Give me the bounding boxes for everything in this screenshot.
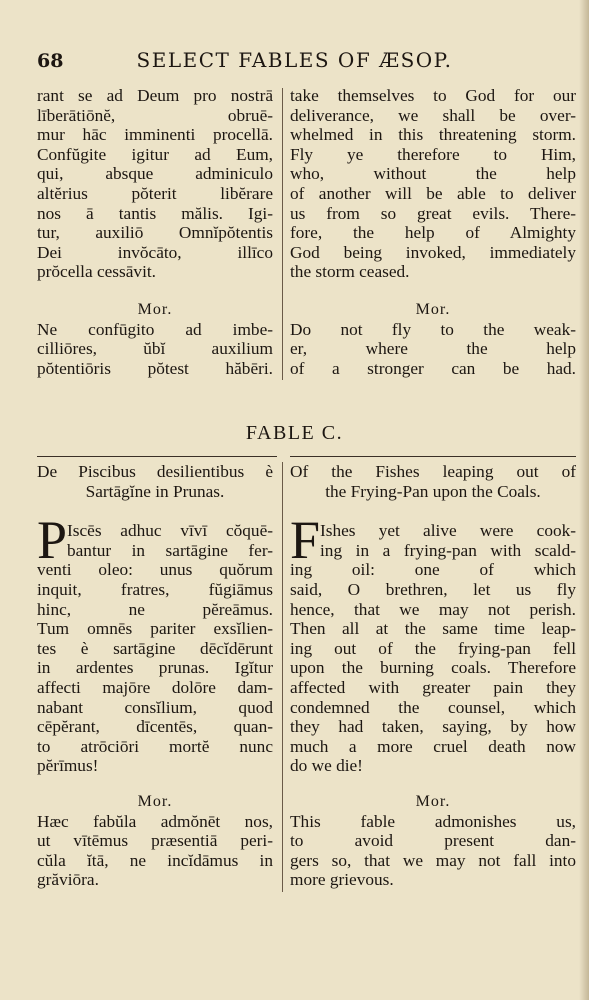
latin-line: Tum omnēs pariter exsĭlien- <box>37 619 273 639</box>
latin-drop-cap: P <box>37 510 68 570</box>
latin-line: to atrōciōri mortĕ nunc <box>37 736 273 756</box>
latin-line: prŏcella cessāvit. <box>37 262 156 282</box>
page-number: 68 <box>37 50 64 72</box>
english-line: the storm ceased. <box>290 262 410 282</box>
english-column-fable <box>290 462 576 890</box>
latin-line: tur, auxiliō Omnĭpŏtentis <box>37 223 273 243</box>
english-line: deliverance, we shall be over- <box>290 105 576 125</box>
fable-title: FABLE C. <box>245 422 344 444</box>
latin-line: līberātiōnĕ, obruē- <box>37 105 273 125</box>
latin-line: Dei invŏcāto, illīco <box>37 242 273 262</box>
latin-line: affecti majōre dolōre dam- <box>37 677 273 697</box>
moral-line: to avoid present dan- <box>290 831 576 851</box>
moral-line: pŏtentiōris pŏtest hăbēri. <box>37 358 273 378</box>
latin-line: nos ā tantis mălis. Igi- <box>37 203 273 223</box>
latin-line: tes è sartāgine dēcĭdērunt <box>37 638 273 658</box>
page-header <box>0 46 589 76</box>
latin-heading-line: Sartāgĭne in Prunas. <box>85 481 225 501</box>
latin-heading-line: De Piscibus desilientibus è <box>37 462 273 481</box>
latin-line: Iscēs adhuc vīvī cŏquē- <box>67 521 273 541</box>
latin-line: Confŭgite igitur ad Eum, <box>37 144 273 164</box>
moral-line: of a stronger can be had. <box>290 358 576 378</box>
english-line: do we die! <box>290 756 363 776</box>
moral-line: Do not fly to the weak- <box>290 319 576 339</box>
column-divider-bottom <box>282 462 283 892</box>
english-line: us from so great evils. There- <box>290 203 576 223</box>
latin-column-top <box>37 86 273 378</box>
moral-line: ut vītēmus præsentiā peri- <box>37 831 273 851</box>
latin-line: hinc, ne pĕreāmus. <box>37 599 273 619</box>
english-line: of another will be able to deliver <box>290 183 576 203</box>
moral-line: Hæc fabŭla admŏnēt nos, <box>37 811 273 831</box>
english-line: Then all at the same time leap- <box>290 619 576 639</box>
moral-line: This fable admonishes us, <box>290 811 576 831</box>
moral-line: er, where the help <box>290 339 576 359</box>
english-line: who, without the help <box>290 164 576 184</box>
running-title: SELECT FABLES OF ÆSOP. <box>136 48 453 72</box>
english-line: they had taken, saying, by how <box>290 717 576 737</box>
moral-heading: Mor. <box>137 300 173 318</box>
english-heading-line: the Frying-Pan upon the Coals. <box>325 481 541 501</box>
english-line: whelmed in this threatening storm. <box>290 125 576 145</box>
english-line: upon the burning coals. Therefore <box>290 658 576 678</box>
latin-line: pĕrīmus! <box>37 756 99 776</box>
latin-line: cēpĕrant, dīcentēs, quan- <box>37 717 273 737</box>
latin-line: mur hāc imminenti procellā. <box>37 125 273 145</box>
moral-line: gers so, that we may not fall into <box>290 850 576 870</box>
latin-line: inquit, fratres, fŭgiāmus <box>37 579 273 599</box>
english-line: Ishes yet alive were cook- <box>320 521 576 541</box>
moral-heading: Mor. <box>415 792 451 810</box>
moral-line: cŭla ĭtā, ne incĭdāmus in <box>37 850 273 870</box>
english-line: affected with greater pain they <box>290 677 576 697</box>
moral-heading: Mor. <box>415 300 451 318</box>
rule-right <box>290 456 576 457</box>
rule-left <box>37 456 277 457</box>
latin-line: nabant consĭlium, quod <box>37 697 273 717</box>
moral-line: cilliōres, ŭbĭ auxilium <box>37 339 273 359</box>
moral-line: more grievous. <box>290 870 394 890</box>
english-line: God being invoked, immediately <box>290 242 576 262</box>
english-column-top <box>290 86 576 378</box>
latin-line: in ardentes prunas. Igĭtur <box>37 658 273 678</box>
latin-column-fable <box>37 462 273 890</box>
english-line: ing out of the frying-pan fell <box>290 638 576 658</box>
english-line: said, O brethren, let us fly <box>290 579 576 599</box>
english-line: fore, the help of Almighty <box>290 223 576 243</box>
moral-line: grăviōra. <box>37 870 99 890</box>
latin-line: altĕrius pŏterit libĕrare <box>37 183 273 203</box>
english-heading-line: Of the Fishes leaping out of <box>290 462 576 481</box>
page-edge-shadow <box>579 0 589 1000</box>
column-divider-top <box>282 88 283 380</box>
latin-line: venti oleo: unus quŏrum <box>37 560 273 580</box>
latin-line: bantur in sartāgine fer- <box>67 540 273 560</box>
english-drop-cap: F <box>290 510 321 570</box>
english-line: ing in a frying-pan with scald- <box>320 540 576 560</box>
english-line: much a more cruel death now <box>290 736 576 756</box>
latin-line: qui, absque adminiculo <box>37 164 273 184</box>
english-line: Fly ye therefore to Him, <box>290 144 576 164</box>
english-line: ing oil: one of which <box>290 560 576 580</box>
english-line: condemned the counsel, which <box>290 697 576 717</box>
moral-heading: Mor. <box>137 792 173 810</box>
moral-line: Ne confūgito ad imbe- <box>37 319 273 339</box>
english-line: take themselves to God for our <box>290 86 576 105</box>
latin-line: rant se ad Deum pro nostrā <box>37 86 273 105</box>
english-line: hence, that we may not perish. <box>290 599 576 619</box>
